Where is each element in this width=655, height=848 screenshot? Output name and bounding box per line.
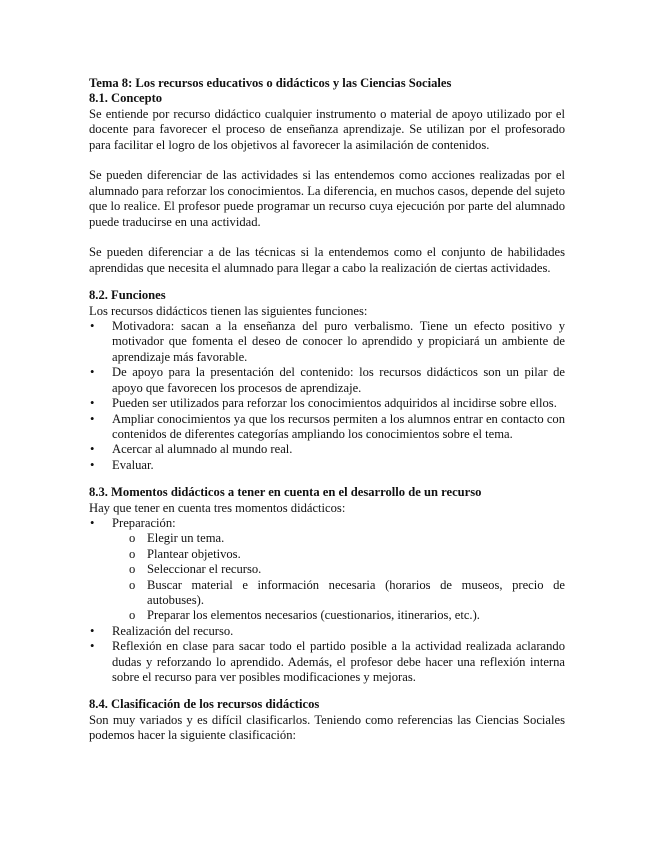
- circle-bullet-icon: o: [129, 562, 136, 577]
- circle-bullet-icon: o: [129, 546, 136, 561]
- bullet-list: [89, 624, 565, 686]
- circle-bullet-icon: o: [129, 531, 136, 546]
- bullet-icon: •: [90, 442, 95, 457]
- bullet-list: [89, 319, 565, 473]
- paragraph: Se pueden diferenciar de las actividades si las entendemos como acciones realizadas por el alumnado para reforzar los conocimientos. La diferencia, en muchos casos, depende del sujeto que lo realice. El profesor puede programar un recurso cuya ejecución por parte del alumnado puede traducirse en una actividad.: [89, 168, 565, 229]
- document-title: Tema 8: Los recursos educativos o didácticos y las Ciencias Sociales: [89, 76, 452, 90]
- bullet-icon: •: [90, 319, 95, 334]
- paragraph: Se entiende por recurso didáctico cualquier instrumento o material de apoyo utilizado por el docente para favorecer el proceso de enseñanza aprendizaje. Se utilizan por el profesorado para facilitar el logro de los objetivos al favorecer la asimilación de contenidos.: [89, 106, 565, 152]
- list-item: • Evaluar.: [90, 457, 154, 472]
- sub-list-item: o Buscar material e información necesaria (horarios de museos, precio de autobuses).: [129, 577, 565, 607]
- circle-bullet-icon: o: [129, 608, 136, 623]
- section-heading-funciones: 8.2. Funciones: [89, 288, 166, 303]
- list-item: • Acercar al alumnado al mundo real.: [90, 442, 293, 457]
- sub-list-item: o Preparar los elementos necesarios (cuestionarios, itinerarios, etc.).: [129, 608, 480, 623]
- list-item: • Reflexión en clase para sacar todo el partido posible a la actividad realizada aclarando dudas y reforzando lo aprendido. Además, el profesor debe hacer una reflexión interna sobre el recurso para ver posibles modificaciones y mejoras.: [90, 639, 565, 684]
- sub-list: [89, 531, 565, 623]
- bullet-icon: •: [90, 457, 95, 472]
- circle-bullet-icon: o: [129, 577, 136, 592]
- list-item: • De apoyo para la presentación del contenido: los recursos didácticos son un pilar de apoyo que favorecen los procesos de aprendizaje.: [90, 365, 565, 395]
- list-item: • Ampliar conocimientos ya que los recursos permiten a los alumnos entrar en contacto con contenidos de diferentes categorías ampliando los conocimientos sobre el tema.: [90, 411, 565, 441]
- list-item: • Preparación:: [90, 515, 176, 530]
- sub-list-item: o Seleccionar el recurso.: [129, 562, 262, 577]
- bullet-icon: •: [90, 623, 95, 638]
- list-item: • Pueden ser utilizados para reforzar los conocimientos adquiridos al incidirse sobre ellos.: [90, 396, 557, 411]
- document-page: [89, 76, 565, 744]
- section-heading-momentos: 8.3. Momentos didácticos a tener en cuenta en el desarrollo de un recurso: [89, 485, 482, 500]
- section-heading-clasificacion: 8.4. Clasificación de los recursos didácticos: [89, 697, 320, 712]
- sub-list-item: o Plantear objetivos.: [129, 546, 241, 561]
- bullet-icon: •: [90, 411, 95, 426]
- bullet-list: [89, 516, 565, 531]
- paragraph: Hay que tener en cuenta tres momentos didácticos:: [89, 500, 346, 515]
- sub-list-item: o Elegir un tema.: [129, 531, 225, 546]
- paragraph: Son muy variados y es difícil clasificarlos. Teniendo como referencias las Ciencias Sociales podemos hacer la siguiente clasificación:: [89, 712, 565, 743]
- list-item: • Realización del recurso.: [90, 623, 234, 638]
- paragraph: Se pueden diferenciar a de las técnicas si la entendemos como el conjunto de habilidades aprendidas que necesita el alumnado para llegar a cabo la realización de ciertas actividades.: [89, 245, 565, 275]
- section-heading-concepto: 8.1. Concepto: [89, 91, 163, 106]
- bullet-icon: •: [90, 365, 95, 380]
- bullet-icon: •: [90, 639, 95, 654]
- bullet-icon: •: [90, 515, 95, 530]
- list-item: • Motivadora: sacan a la enseñanza del puro verbalismo. Tiene un efecto positivo y motivador que fomenta el deseo de conocer lo aprendido y propiciará un ambiente de aprendizaje más favorable.: [90, 319, 565, 364]
- bullet-icon: •: [90, 396, 95, 411]
- paragraph: Los recursos didácticos tienen las siguientes funciones:: [89, 303, 368, 318]
